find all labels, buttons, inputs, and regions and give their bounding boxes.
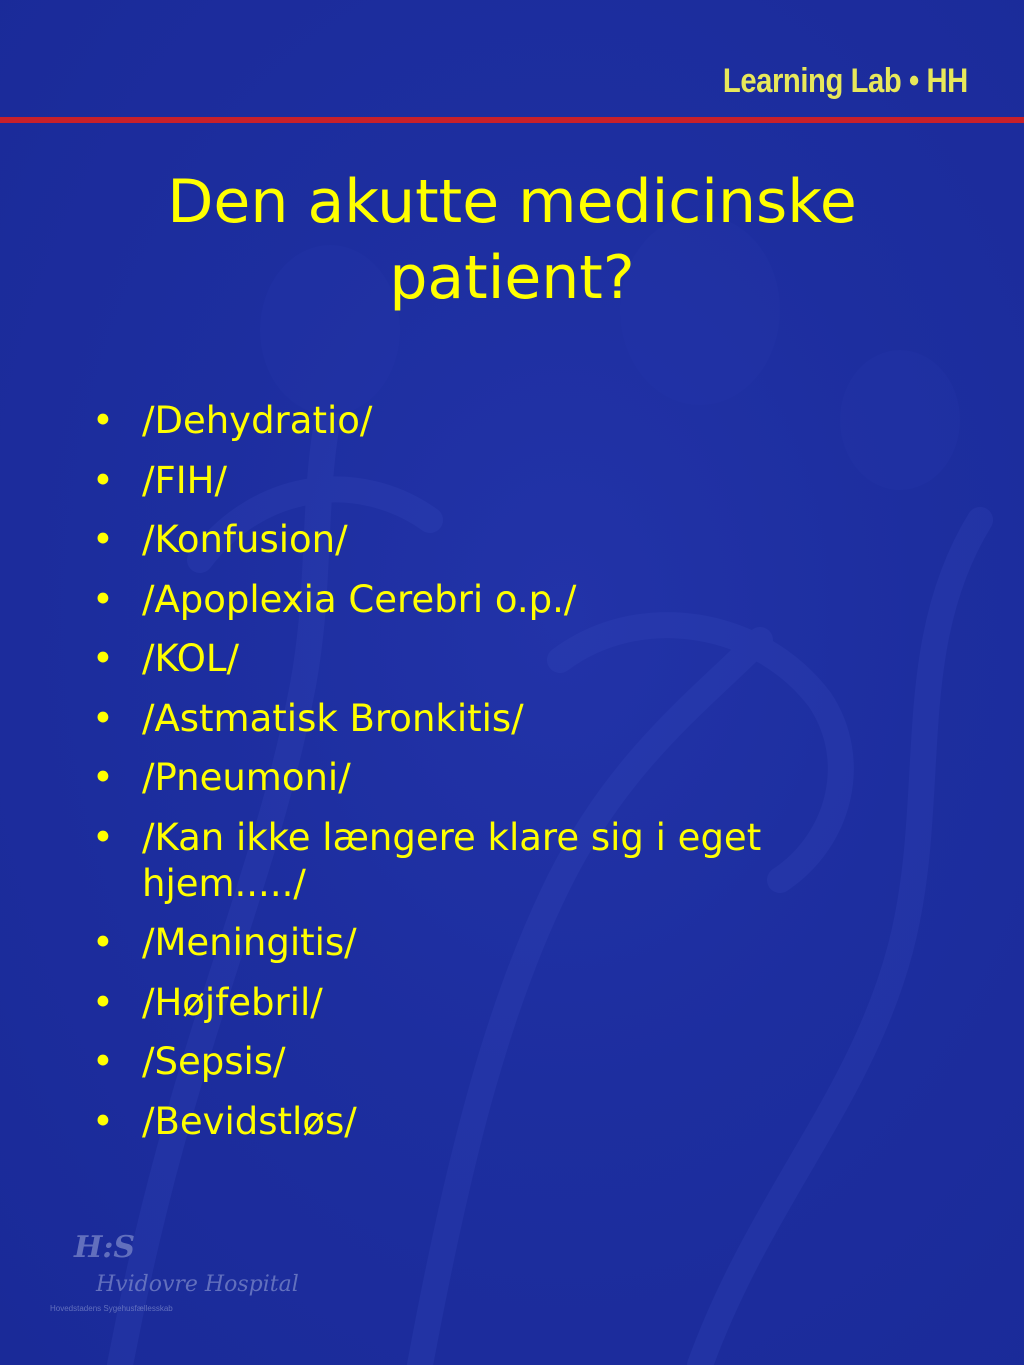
bullet-icon: • [92, 696, 114, 740]
bullet-icon: • [92, 815, 114, 859]
header-rule [0, 117, 1024, 123]
list-item [92, 577, 932, 623]
list-item [92, 636, 932, 682]
hospital-logo-mark: H:S [74, 1230, 136, 1265]
list-item [92, 398, 932, 444]
list-item-text: /Sepsis/ [142, 1040, 286, 1083]
list-item-text: /Kan ikke længere klare sig i eget hjem...../ [142, 815, 762, 905]
bullet-icon: • [92, 399, 114, 442]
title-line-1: Den akutte medicinske [167, 167, 857, 237]
list-item [92, 696, 932, 742]
hospital-logo-name: Hvidovre Hospital [96, 1272, 299, 1297]
list-item-text: /Dehydratio/ [142, 399, 373, 442]
bullet-icon: • [92, 921, 114, 964]
list-item [92, 1099, 932, 1145]
list-item-text: /Apoplexia Cerebri o.p./ [142, 577, 577, 621]
list-item [92, 458, 932, 504]
list-item-text: /Konfusion/ [142, 518, 348, 561]
brand-label: Learning Lab • HH [723, 62, 968, 100]
list-item [92, 517, 932, 563]
bullet-icon: • [92, 458, 114, 502]
list-item [92, 755, 932, 801]
list-item [92, 1039, 932, 1085]
list-item [92, 815, 932, 907]
list-item-text: /Meningitis/ [142, 921, 357, 964]
bullet-icon: • [92, 756, 114, 799]
slide-title [0, 164, 1024, 316]
list-item [92, 920, 932, 966]
bullet-icon: • [92, 518, 114, 561]
hospital-logo-subtitle: Hovedstadens Sygehusfællesskab [50, 1304, 173, 1313]
list-item-text: /KOL/ [142, 637, 239, 680]
list-item-text: /Højfebril/ [142, 980, 323, 1024]
bullet-icon: • [92, 980, 114, 1024]
bullet-icon: • [92, 577, 114, 621]
bullet-icon: • [92, 1099, 114, 1143]
bullet-icon: • [92, 637, 114, 680]
title-line-2: patient? [389, 243, 635, 313]
list-item-text: /Bevidstløs/ [142, 1099, 357, 1143]
bullet-icon: • [92, 1040, 114, 1083]
list-item [92, 980, 932, 1026]
list-item-text: /FIH/ [142, 458, 227, 502]
bullet-list [92, 398, 932, 1158]
list-item-text: /Pneumoni/ [142, 756, 351, 799]
list-item-text: /Astmatisk Bronkitis/ [142, 696, 524, 740]
hospital-logo [48, 1230, 299, 1325]
